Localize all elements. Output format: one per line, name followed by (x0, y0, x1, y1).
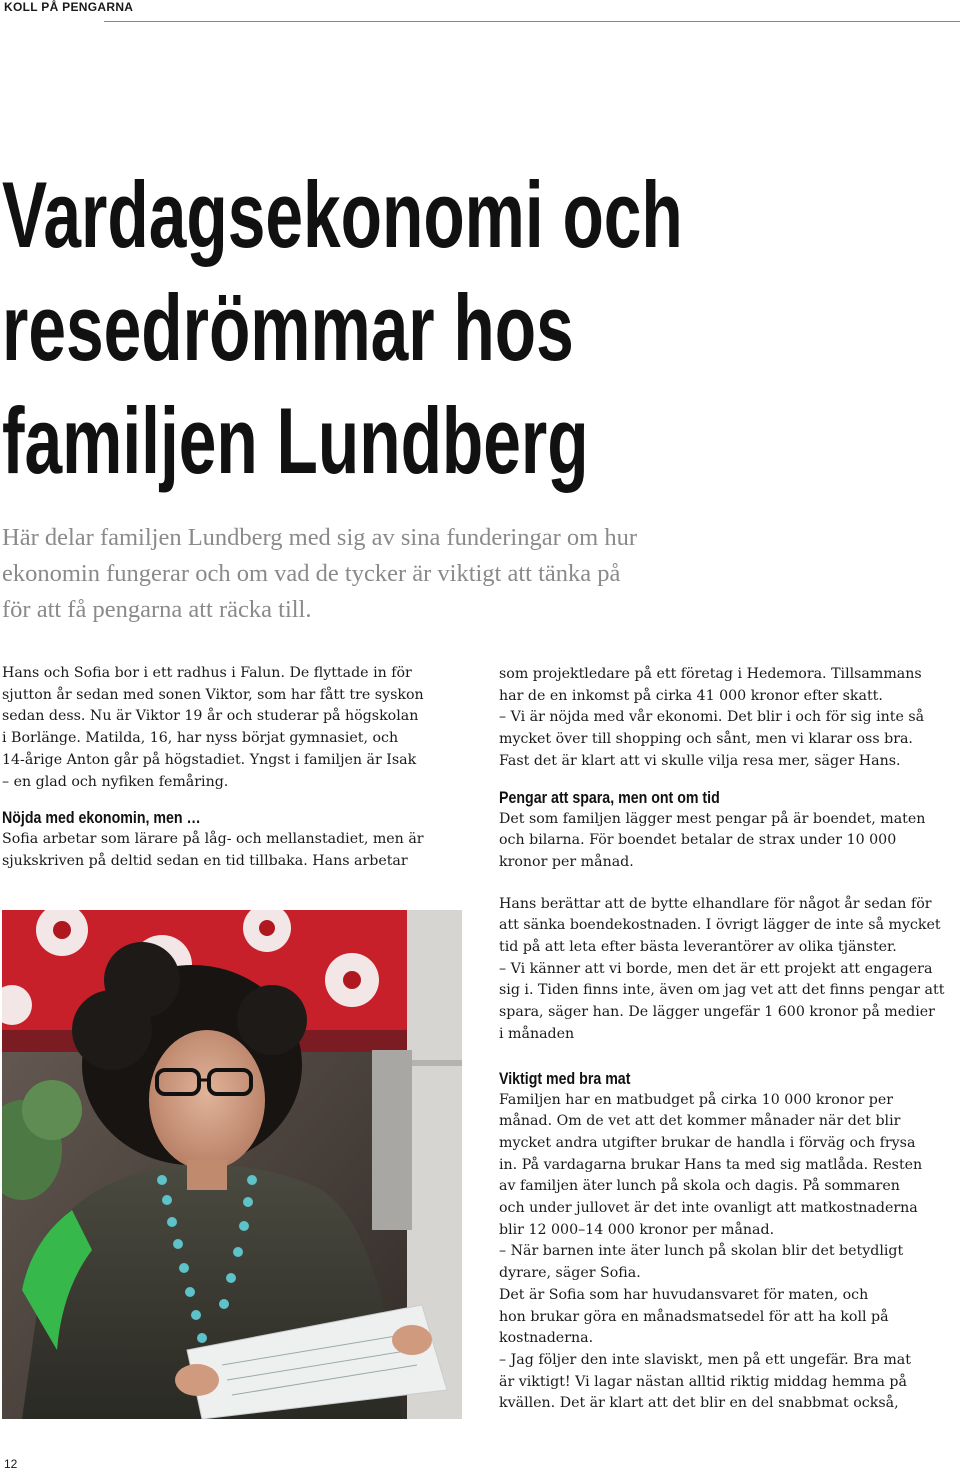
left-column (2, 663, 462, 873)
lead-line: ekonomin fungerar och om vad de tycker är viktigt att tänka på (2, 560, 621, 587)
text-line: dyrare, säger Sofia. (499, 1265, 641, 1282)
text-line: och under jullovet är det inte ovanligt att matkostnaderna (499, 1200, 918, 1217)
text-line: är viktigt! Vi lagar nästan alltid riktig middag hemma på (499, 1373, 907, 1390)
text-line: har de en inkomst på cirka 41 000 kronor efter skatt. (499, 687, 883, 704)
text-line: Hans och Sofia bor i ett radhus i Falun. De flyttade in för (2, 665, 412, 681)
subheading-nojda: Nöjda med ekonomin, men … (2, 809, 201, 828)
text-line: in. På vardagarna brukar Hans ta med sig matlåda. Resten (499, 1156, 923, 1173)
header-rule (104, 21, 960, 22)
right-column (499, 664, 960, 1415)
lead-line: för att få pengarna att räcka till. (2, 596, 312, 623)
text-line: Det som familjen lägger mest pengar på är boendet, maten (499, 810, 926, 827)
lead-line: Här delar familjen Lundberg med sig av sina funderingar om hur (2, 524, 637, 551)
text-line: – Jag följer den inte slaviskt, men på ett ungefär. Bra mat (499, 1351, 911, 1368)
page-number: 12 (4, 1457, 18, 1471)
text-line: som projektledare på ett företag i Hedemora. Tillsammans (499, 666, 922, 682)
section2b-paragraph (499, 894, 960, 1046)
section3-paragraph (499, 1090, 960, 1416)
headline-line: Vardagsekonomi och (2, 162, 683, 267)
section1-continued (499, 664, 960, 773)
section1-paragraph (2, 829, 462, 872)
subheading-pengar-att-spara: Pengar att spara, men ont om tid (499, 788, 720, 807)
text-line: mycket över till shopping och sånt, men vi klarar oss bra. (499, 731, 913, 748)
text-line: blir 12 000–14 000 kronor per månad. (499, 1221, 775, 1238)
text-line: hon brukar göra en månadsmatsedel för att ha koll på (499, 1308, 889, 1325)
text-line: – en glad och nyfiken femåring. (2, 773, 229, 790)
text-line: kvällen. Det är klart att det blir en del snabbmat också, (499, 1395, 899, 1412)
section2a-paragraph (499, 809, 960, 874)
text-line: mycket andra utgifter brukar de handla i förväg och frysa (499, 1134, 916, 1151)
text-line: sig i. Tiden finns inte, även om jag vet att det finns pengar att (499, 982, 945, 999)
text-line: 14-årige Anton går på högstadiet. Yngst i familjen är Isak (2, 751, 417, 768)
text-line: månad. Om de vet att det kommer månader när det blir (499, 1113, 901, 1130)
subheading-viktigt-med-bra-mat: Viktigt med bra mat (499, 1069, 631, 1088)
text-line: – När barnen inte äter lunch på skolan blir det betydligt (499, 1243, 904, 1260)
text-line: sjukskriven på deltid sedan en tid tillbaka. Hans arbetar (2, 852, 408, 869)
text-line: i Borlänge. Matilda, 16, har nyss börjat gymnasiet, och (2, 730, 399, 747)
text-line: – Vi är nöjda med vår ekonomi. Det blir i och för sig inte så (499, 709, 925, 726)
section-label: KOLL PÅ PENGARNA (4, 0, 134, 14)
text-line: i månaden (499, 1025, 575, 1042)
text-line: av familjen äter lunch på skola och dagis. På sommaren (499, 1178, 900, 1195)
text-line: och bilarna. För boendet betalar de strax under 10 000 (499, 832, 897, 849)
text-line: att sänka boendekostnaden. I övrigt lägger de inte så mycket (499, 917, 941, 934)
text-line: Hans berättar att de bytte elhandlare för något år sedan för (499, 895, 932, 912)
lead-paragraph (2, 520, 902, 628)
text-line: sedan dess. Nu är Viktor 19 år och studerar på högskolan (2, 708, 419, 725)
text-line: kostnaderna. (499, 1330, 594, 1347)
text-line: spara, säger han. De lägger ungefär 1 600 kronor på medier (499, 1004, 935, 1021)
text-line: – Vi känner att vi borde, men det är ett projekt att engagera (499, 960, 933, 977)
text-line: Familjen har en matbudget på cirka 10 000 kronor per (499, 1091, 894, 1108)
headline-line: resedrömmar hos (2, 275, 574, 380)
text-line: Sofia arbetar som lärare på låg- och mellanstadiet, men är (2, 831, 424, 848)
text-line: Det är Sofia som har huvudansvaret för maten, och (499, 1286, 869, 1303)
text-line: kronor per månad. (499, 853, 634, 870)
intro-paragraph (2, 663, 462, 793)
headline-line: familjen Lundberg (2, 388, 589, 493)
headline (2, 158, 686, 497)
portrait-photo (2, 910, 462, 1419)
text-line: Fast det är klart att vi skulle vilja resa mer, säger Hans. (499, 752, 901, 769)
text-line: sjutton år sedan med sonen Viktor, som har fått tre syskon (2, 686, 424, 703)
text-line: tid på att leta efter bästa leverantörer av olika tjänster. (499, 939, 897, 956)
